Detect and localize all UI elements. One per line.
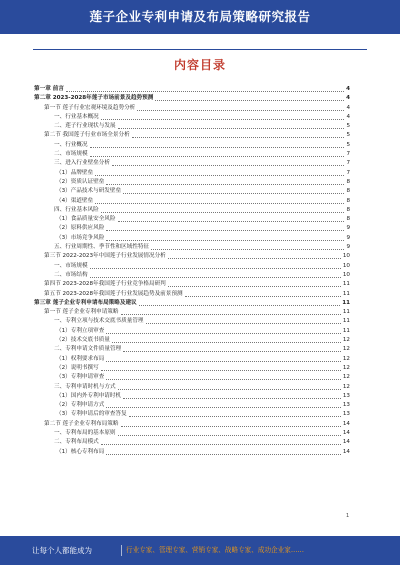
toc-dot-leader xyxy=(185,296,341,297)
toc-entry[interactable] xyxy=(34,206,350,215)
toc-entry-text: （3）专利申请审查 xyxy=(56,374,105,381)
toc-entry-page: 12 xyxy=(342,346,350,353)
toc-entry[interactable] xyxy=(34,150,350,159)
toc-entry-page: 12 xyxy=(342,364,350,371)
toc-dot-leader xyxy=(106,407,341,408)
toc-entry-text: 第二节 我国莲子行业市场全景分析 xyxy=(44,132,130,139)
toc-entry[interactable] xyxy=(34,131,350,140)
toc-dot-leader xyxy=(101,212,345,213)
toc-dot-leader xyxy=(139,305,341,306)
toc-entry[interactable] xyxy=(34,317,350,326)
toc-entry-text: 一、行业概况 xyxy=(54,141,88,148)
toc-entry-text: 二、市场结构 xyxy=(54,271,88,278)
toc-entry-page: 14 xyxy=(342,429,350,436)
toc-entry[interactable] xyxy=(34,215,350,224)
footer-slogan: 让每个人都能成为 xyxy=(32,546,92,555)
toc-entry[interactable] xyxy=(34,373,350,382)
toc-entry-text: 一、专利布局的基本原则 xyxy=(54,429,116,436)
toc-dot-leader xyxy=(129,416,341,417)
toc-dot-leader xyxy=(118,389,341,390)
toc-entry-page: 12 xyxy=(342,374,350,381)
toc-entry-page: 11 xyxy=(342,299,350,306)
toc-entry[interactable] xyxy=(34,345,350,354)
toc-dot-leader xyxy=(106,333,341,334)
toc-dot-leader xyxy=(132,137,345,138)
toc-entry-text: 第三节 2022-2023年中国莲子行业发展情况分析 xyxy=(44,253,166,260)
toc-entry-text: 四、行业基本风险 xyxy=(54,206,99,213)
toc-dot-leader xyxy=(106,454,341,455)
toc-entry-page: 12 xyxy=(342,383,350,390)
toc-entry-page: 11 xyxy=(342,327,350,334)
toc-dot-leader xyxy=(101,370,341,371)
report-title: 莲子企业专利申请及布局策略研究报告 xyxy=(89,9,311,24)
toc-dot-leader xyxy=(90,277,341,278)
toc-entry-page: 8 xyxy=(346,188,350,195)
toc-entry-page: 4 xyxy=(346,113,350,120)
toc-entry-page: 5 xyxy=(346,141,350,148)
toc-entry-page: 5 xyxy=(346,132,350,139)
toc-entry[interactable] xyxy=(34,85,350,94)
toc-entry-text: （1）核心专利布局 xyxy=(56,448,105,455)
toc-entry-text: 二、专利申请文件质量管理 xyxy=(54,346,122,353)
toc-entry[interactable] xyxy=(34,178,350,187)
toc-entry-text: （2）原料供应风险 xyxy=(56,225,105,232)
footer-banner xyxy=(0,536,400,565)
toc-entry[interactable] xyxy=(34,438,350,447)
toc-entry-text: 第二章 2023-2028年莲子市场前景及趋势预测 xyxy=(34,95,154,102)
toc-dot-leader xyxy=(121,314,341,315)
toc-dot-leader xyxy=(106,240,344,241)
toc-dot-leader xyxy=(95,175,344,176)
toc-entry[interactable] xyxy=(34,299,350,308)
title-divider xyxy=(33,49,367,50)
toc-entry-text: 一、市场规模 xyxy=(54,262,88,269)
toc-entry-page: 10 xyxy=(342,253,350,260)
toc-dot-leader xyxy=(106,230,344,231)
toc-entry-text: （1）国内外专利申请时机 xyxy=(56,392,122,399)
toc-entry-text: （4）渠道壁垒 xyxy=(56,197,94,204)
toc-entry-page: 9 xyxy=(346,225,350,232)
toc-entry[interactable] xyxy=(34,197,350,206)
toc-dot-leader xyxy=(123,193,344,194)
toc-entry[interactable] xyxy=(34,429,350,438)
toc-entry-text: （3）专利申请后的审查答复 xyxy=(56,411,127,418)
toc-entry-page: 10 xyxy=(342,271,350,278)
toc-entry[interactable] xyxy=(34,336,350,345)
toc-entry-page: 13 xyxy=(342,392,350,399)
toc-entry-page: 12 xyxy=(342,355,350,362)
toc-entry-page: 13 xyxy=(342,411,350,418)
toc-entry[interactable] xyxy=(34,169,350,178)
toc-entry-text: 第一章 前言 xyxy=(34,86,64,92)
toc-entry[interactable] xyxy=(34,262,350,271)
toc-entry-text: 一、专利立项与技术交底书质量管理 xyxy=(54,318,144,325)
toc-entry[interactable] xyxy=(34,448,350,457)
toc-dot-leader xyxy=(121,426,341,427)
toc-entry[interactable] xyxy=(34,401,350,410)
toc-entry-text: 第五节 2023-2028年我国莲子行业发展趋势及前景预测 xyxy=(44,290,183,297)
toc-dot-leader xyxy=(118,221,345,222)
toc-dot-leader xyxy=(168,286,341,287)
toc-dot-leader xyxy=(106,379,341,380)
toc-entry-page: 11 xyxy=(342,318,350,325)
footer-tagline: 行业专家、管理专家、营销专家、战略专家、成功企业家…… xyxy=(126,546,305,554)
toc-entry[interactable] xyxy=(34,104,350,113)
toc-entry[interactable] xyxy=(34,355,350,364)
toc-entry[interactable] xyxy=(34,410,350,419)
toc-entry[interactable] xyxy=(34,224,350,233)
toc-entry[interactable] xyxy=(34,420,350,429)
toc-dot-leader xyxy=(106,361,341,362)
toc-entry-page: 7 xyxy=(346,160,350,167)
toc-dot-leader xyxy=(95,203,344,204)
toc-entry[interactable] xyxy=(34,308,350,317)
toc-entry-text: 二、专利布局模式 xyxy=(54,439,99,446)
toc-dot-leader xyxy=(106,184,344,185)
toc-dot-leader xyxy=(90,156,345,157)
toc-entry-text: 第二节 莲子企业专利布局策略 xyxy=(44,420,119,427)
toc-entry-page: 9 xyxy=(346,234,350,241)
toc-dot-leader xyxy=(146,323,341,324)
toc-entry-page: 11 xyxy=(342,309,350,316)
toc-entry-page: 8 xyxy=(346,206,350,213)
toc-dot-leader xyxy=(155,100,344,101)
toc-entry-page: 7 xyxy=(346,151,350,158)
toc-dot-leader xyxy=(66,91,344,92)
toc-dot-leader xyxy=(90,147,345,148)
toc-entry-text: （3）市场竞争风险 xyxy=(56,234,105,241)
footer-divider xyxy=(121,545,122,556)
toc-dot-leader xyxy=(123,351,341,352)
toc-entry-text: 第四节 2023-2028年我国莲子行业竞争格局研判 xyxy=(44,281,166,288)
toc-entry-text: 一、行业基本概况 xyxy=(54,113,99,120)
toc-entry-page: 9 xyxy=(346,244,350,251)
toc-dot-leader xyxy=(112,165,344,166)
toc-dot-leader xyxy=(101,444,341,445)
toc-entry-text: （2）说明书撰写 xyxy=(56,364,99,371)
toc-entry-page: 13 xyxy=(342,402,350,409)
toc-entry-page: 14 xyxy=(342,420,350,427)
toc-entry-text: 第三章 莲子企业专利申请布局策略及建议 xyxy=(34,299,137,306)
toc-dot-leader xyxy=(151,249,344,250)
toc-entry-page: 8 xyxy=(346,197,350,204)
toc-entry-text: （1）品牌壁垒 xyxy=(56,169,94,176)
toc-entry[interactable] xyxy=(34,392,350,401)
toc-entry-text: 三、进入行业壁垒分析 xyxy=(54,160,110,167)
toc-entry[interactable] xyxy=(34,94,350,103)
toc-dot-leader xyxy=(118,435,341,436)
toc-entry-page: 7 xyxy=(346,169,350,176)
toc-entry-text: （3）产品技术与研发壁垒 xyxy=(56,188,122,195)
toc-entry-text: 五、行业周期性、季节性和区域性特征 xyxy=(54,244,150,251)
toc-entry-page: 14 xyxy=(342,439,350,446)
toc-entry[interactable] xyxy=(34,141,350,150)
toc-entry-text: 第一节 莲子行业宏观环境及趋势分析 xyxy=(44,104,136,111)
toc-dot-leader xyxy=(101,119,345,120)
toc-entry-text: （1）权利要求布局 xyxy=(56,355,105,362)
toc-entry-text: （2）技术交底书质量 xyxy=(56,337,110,344)
toc-entry-page: 11 xyxy=(342,290,350,297)
page-number: 1 xyxy=(346,513,350,519)
toc-entry-page: 11 xyxy=(342,281,350,288)
toc-entry[interactable] xyxy=(34,327,350,336)
toc-entry-text: 第一节 莲子企业专利申请策略 xyxy=(44,309,119,316)
toc-entry[interactable] xyxy=(34,113,350,122)
toc-entry-page: 4 xyxy=(346,95,350,102)
table-of-contents xyxy=(34,85,350,457)
toc-entry-page: 4 xyxy=(346,104,350,111)
toc-entry[interactable] xyxy=(34,271,350,280)
toc-entry[interactable] xyxy=(34,364,350,373)
toc-heading: 内容目录 xyxy=(173,58,226,72)
toc-entry-page: 4 xyxy=(346,86,350,92)
toc-entry[interactable] xyxy=(34,383,350,392)
toc-entry-page: 8 xyxy=(346,216,350,223)
toc-dot-leader xyxy=(90,268,341,269)
toc-entry-text: 二、市场规模 xyxy=(54,151,88,158)
toc-dot-leader xyxy=(168,258,341,259)
toc-entry[interactable] xyxy=(34,280,350,289)
toc-entry[interactable] xyxy=(34,159,350,168)
toc-dot-leader xyxy=(137,110,344,111)
toc-entry[interactable] xyxy=(34,243,350,252)
toc-dot-leader xyxy=(123,398,341,399)
toc-entry[interactable] xyxy=(34,290,350,299)
toc-entry-text: （1）专利立项审查 xyxy=(56,327,105,334)
toc-entry[interactable] xyxy=(34,252,350,261)
toc-entry-page: 10 xyxy=(342,262,350,269)
toc-dot-leader xyxy=(112,342,341,343)
toc-entry-text: （2）专利申请方式 xyxy=(56,402,105,409)
toc-entry-text: （2）资质认证壁垒 xyxy=(56,178,105,185)
toc-entry[interactable] xyxy=(34,122,350,131)
toc-entry-text: 三、专利申请时机与方式 xyxy=(54,383,116,390)
toc-entry[interactable] xyxy=(34,234,350,243)
toc-entry-page: 5 xyxy=(346,123,350,130)
toc-entry-text: 二、莲子行业现状与发展 xyxy=(54,123,116,130)
toc-entry-page: 14 xyxy=(342,448,350,455)
toc-entry-page: 12 xyxy=(342,337,350,344)
toc-dot-leader xyxy=(118,128,345,129)
toc-entry-page: 8 xyxy=(346,178,350,185)
toc-entry-text: （1）食品质量安全风险 xyxy=(56,216,116,223)
toc-entry[interactable] xyxy=(34,187,350,196)
